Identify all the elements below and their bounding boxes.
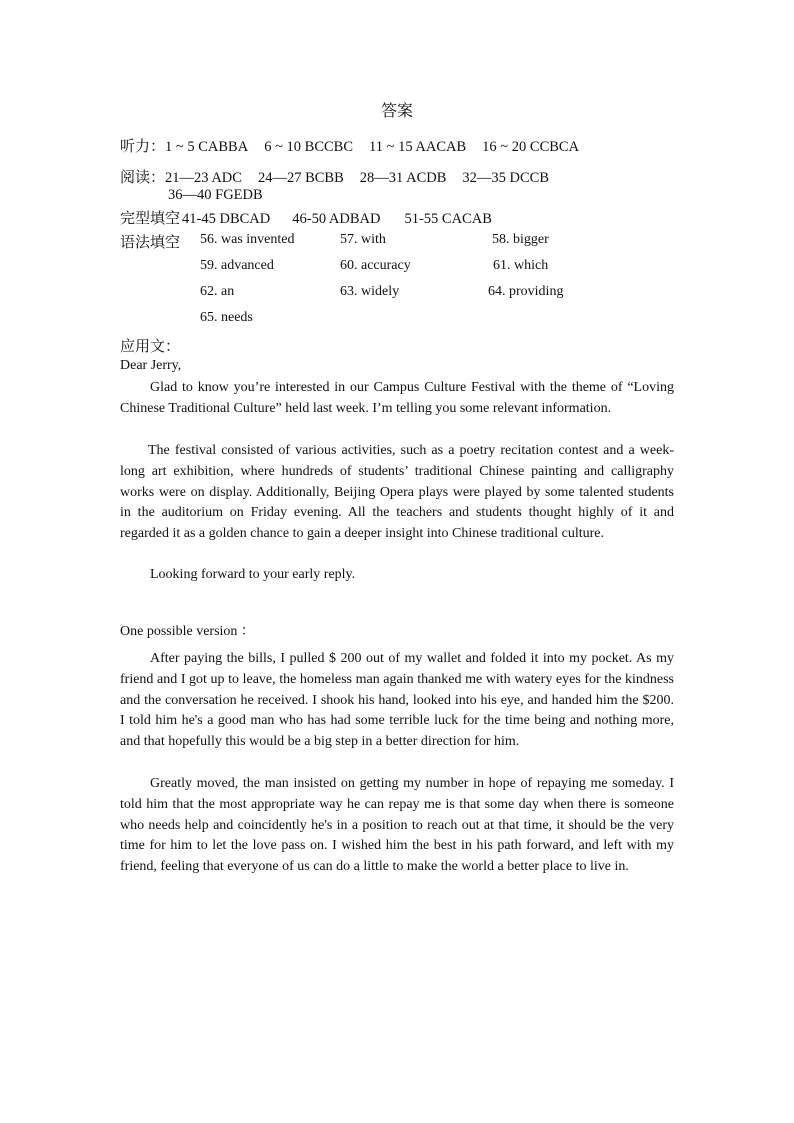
cloze-answer: 41-45 DBCAD — [182, 211, 271, 227]
listening-answer: 1 ~ 5 CABBA — [165, 139, 249, 155]
story-paragraph — [120, 774, 674, 878]
listening-label: 听力： — [120, 139, 166, 155]
cloze-answer: 46-50 ADBAD — [292, 211, 381, 227]
reading-label: 阅读： — [120, 170, 166, 186]
reading-answer: 28—31 ACDB — [359, 170, 447, 186]
letter-closing: Looking forward to your early reply. — [150, 567, 356, 582]
story-paragraph-text: After paying the bills, I pulled $ 200 out of my wallet and folded it into my pocket. As my friend and I got up to leave, the homeless man again thanked me with watery eyes for the kindness and the conversation he received. I shook his hand, looked into his eye, and handed him the $200. I told him he's a good man who has had some terrible luck for the time being and nothing more, and that hopefully this would be a big step in a better direction for him. — [120, 651, 674, 750]
page-title: 答案 — [380, 103, 413, 120]
letter-salutation: Dear Jerry, — [120, 358, 182, 373]
letter-paragraph — [120, 378, 674, 420]
grammar-label: 语法填空 — [120, 235, 181, 251]
story-paragraph-text: Greatly moved, the man insisted on getting my number in hope of repaying me someday. I told him that the most appropriate way he can repay me is that some day when there is someone who needs help and coincidently he's in a position to reach out at that time, it should be the very time for him to let the love pass on. I wished him the best in his path forward, and left with my friend, feeling that everyone of us can do a little to make the world a better place to live in. — [120, 776, 674, 875]
reading-row — [120, 166, 565, 187]
writing-label: 应用文： — [120, 339, 181, 355]
grammar-answer: 64. providing — [488, 284, 564, 299]
cloze-answer: 51-55 CACAB — [404, 211, 492, 227]
letter-paragraph-text: The festival consisted of various activities, such as a poetry recitation contest and a week-long art exhibition, where hundreds of students’ traditional Chinese painting and calligraphy works were on display. Additionally, Beijing Opera plays were played by some talented students in the auditorium on Friday evening. All the teachers and students thought highly of it and regarded it as a golden chance to gain a deeper insight into Chinese traditional culture. — [120, 443, 674, 542]
listening-answer: 6 ~ 10 BCCBC — [264, 139, 354, 155]
grammar-answer: 56. was invented — [200, 232, 295, 247]
version-label: One possible version ： — [120, 624, 255, 639]
grammar-answer: 61. which — [493, 258, 549, 273]
cloze-row — [120, 207, 508, 228]
listening-answer: 16 ~ 20 CCBCA — [482, 139, 580, 155]
letter-paragraph — [120, 441, 674, 545]
reading-answer: 21—23 ADC — [165, 170, 242, 186]
reading-answer: 24—27 BCBB — [257, 170, 344, 186]
story-paragraph — [120, 649, 674, 753]
grammar-answer: 60. accuracy — [340, 258, 411, 273]
reading-answer: 36—40 FGEDB — [168, 187, 263, 203]
cloze-label: 完型填空 — [120, 211, 181, 227]
listening-answer: 11 ~ 15 AACAB — [369, 139, 467, 155]
grammar-answer: 58. bigger — [492, 232, 549, 247]
reading-answer: 32—35 DCCB — [462, 170, 550, 186]
grammar-answer: 63. widely — [340, 284, 400, 299]
grammar-answer: 65. needs — [200, 310, 253, 325]
grammar-answer: 62. an — [200, 284, 235, 299]
grammar-answer: 57. with — [340, 232, 386, 247]
letter-paragraph-text: Glad to know you’re interested in our Campus Culture Festival with the theme of “Loving Chinese Traditional Culture” held last week. I’m telling you some relevant information. — [120, 380, 674, 416]
listening-row — [120, 135, 595, 156]
grammar-answer: 59. advanced — [200, 258, 274, 273]
